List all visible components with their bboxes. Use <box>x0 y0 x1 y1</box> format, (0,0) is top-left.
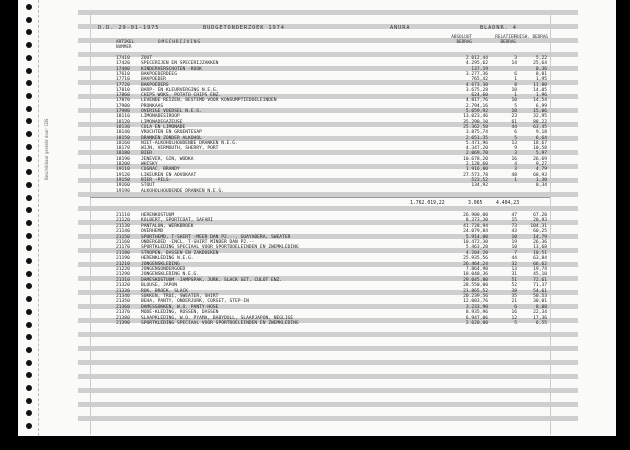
feed-hole <box>26 347 32 353</box>
total-hh: 4.404,23 <box>496 201 520 206</box>
article-description: NIET-ALKOHOLHOUDENDE DRANKEN N.E.G. <box>141 140 238 146</box>
absolute-amount: 5.914,00 <box>465 234 488 240</box>
relative-amount: 14 <box>511 61 517 67</box>
relative-amount: 12 <box>511 315 517 321</box>
feed-hole <box>26 29 32 35</box>
absolute-amount: 5.463,20 <box>465 245 488 251</box>
page-number: BLADNR. 4 <box>480 25 517 31</box>
paper-band <box>78 388 578 393</box>
absolute-amount: 4.817,76 <box>465 98 488 104</box>
article-description: SPORTHEMD, T-SHIRT -MEER DAN P2.--, GUAYABERA, SWEATER <box>141 234 291 240</box>
article-code: 18200 <box>116 162 130 167</box>
household-amount: 20,93 <box>533 218 547 224</box>
household-amount: 68,93 <box>533 172 547 178</box>
article-code: 21390 <box>116 321 130 326</box>
absolute-amount: 25.362,50 <box>463 124 488 130</box>
relative-amount: 8 <box>514 82 517 88</box>
article-code: 21380 <box>116 315 130 321</box>
feed-hole <box>26 423 32 429</box>
feed-hole <box>26 372 32 378</box>
article-description: LIKEUREN EN ADVOKAAT <box>141 172 197 178</box>
printout-page <box>18 0 616 436</box>
absolute-amount: 21.865,52 <box>463 288 488 294</box>
absolute-amount: 20.239,56 <box>463 294 488 299</box>
absolute-amount: 6.947,06 <box>465 315 488 321</box>
article-code: 19160 <box>116 183 130 189</box>
absolute-amount: 24.079,84 <box>463 229 488 235</box>
household-amount: 67,20 <box>533 213 547 218</box>
paper-band <box>78 346 578 351</box>
absolute-amount: 29.045,80 <box>463 277 488 283</box>
relative-amount: 19 <box>511 240 517 245</box>
article-code: 21160 <box>116 240 130 245</box>
household-amount: 17,36 <box>533 315 547 321</box>
household-amount: 14,05 <box>533 87 547 93</box>
article-description: JONGENSONDERGOED <box>141 267 186 272</box>
relative-amount: 5 <box>514 321 517 326</box>
absolute-amount: 134,92 <box>471 183 488 189</box>
household-amount: 10,58 <box>533 146 547 152</box>
relative-amount: 16 <box>511 156 517 162</box>
absolute-amount: 10.472,30 <box>463 240 488 245</box>
household-amount: 6,55 <box>535 321 547 326</box>
article-description: STROPEN, DASSEN EN ZAKDOEKEN <box>141 250 219 256</box>
absolute-amount: 4.295,62 <box>465 61 488 67</box>
article-code: 17860 <box>116 93 130 99</box>
total-rule <box>90 197 550 198</box>
article-description: HERENKOSTUUM <box>141 213 175 218</box>
article-description: SLAAPKLEDING, W.O. PYAMA, BABYDOLL, SLAAPJAPON, NEGLIGE <box>141 315 294 321</box>
household-amount: 63,84 <box>533 256 547 262</box>
relative-amount: 1 <box>514 93 517 99</box>
report-source: ANURA <box>390 25 411 31</box>
household-amount: 22,34 <box>533 310 547 316</box>
absolute-amount: 41.728,94 <box>463 223 488 229</box>
article-description: KOLBERT, SPORTCOAT, SAFARI <box>141 218 213 224</box>
relative-amount: 21 <box>511 299 517 305</box>
absolute-amount: 4.673,30 <box>465 82 488 88</box>
article-code: 17480 <box>116 66 130 72</box>
household-amount: 25,64 <box>533 61 547 67</box>
article-code: 21130 <box>116 223 130 229</box>
household-amount: 6,64 <box>535 135 547 141</box>
feed-hole <box>26 334 32 340</box>
household-amount: 104,31 <box>530 223 547 229</box>
absolute-amount: 26.464,24 <box>463 261 488 267</box>
absolute-amount: 2.620,00 <box>465 321 488 326</box>
household-amount: 8,01 <box>535 71 547 77</box>
article-description: BARP- EN KLEURVERGING N.E.G. <box>141 87 219 93</box>
article-description: STOUT <box>141 183 155 189</box>
relative-amount: 44 <box>511 124 517 130</box>
relative-amount: 6 <box>514 304 517 310</box>
article-code: 18140 <box>116 130 130 136</box>
absolute-amount: 35.290,10 <box>463 119 488 125</box>
household-amount: 10,51 <box>533 250 547 256</box>
article-description: SOKKEN, TRUI, SWEATER, SHIRT <box>141 294 219 299</box>
relative-amount: 3 <box>514 167 517 173</box>
relative-amount: 9 <box>514 146 517 152</box>
article-description: WIJN, VERMOUTH, SHERRY, PORT <box>141 146 219 152</box>
article-description: BAKPOEDER <box>141 77 166 83</box>
household-amount: 6,99 <box>535 103 547 109</box>
article-code: 19150 <box>116 177 130 183</box>
article-description: CHIPS WOKS, POTATO CHIPS ENZ. <box>141 93 222 99</box>
article-code: 21320 <box>116 283 130 289</box>
absolute-amount: 3.675,28 <box>465 87 488 93</box>
household-amount: 26,69 <box>533 156 547 162</box>
article-description: SPECERIJEN EN SPECERIJZAKKEN <box>141 61 219 67</box>
article-code: 21140 <box>116 229 130 235</box>
table-row <box>18 189 616 196</box>
article-code: 21150 <box>116 234 130 240</box>
relative-amount: 4 <box>514 162 517 167</box>
feed-hole <box>26 4 32 10</box>
household-amount: 0,34 <box>535 183 547 189</box>
article-description: JONGENSKLEDING N.E.G. <box>141 272 200 278</box>
article-description: KINDERVERSCHOTEN -ROOK <box>141 66 202 72</box>
absolute-amount: 624,60 <box>471 93 488 99</box>
household-amount: 45,10 <box>533 272 547 278</box>
household-amount: 72,61 <box>533 277 547 283</box>
absolute-amount: 8.935,96 <box>465 310 488 316</box>
feed-hole <box>26 360 32 366</box>
relative-amount: 43 <box>511 229 517 235</box>
household-amount: 60,25 <box>533 229 547 235</box>
relative-amount: 16 <box>511 310 517 316</box>
feed-hole <box>26 385 32 391</box>
household-amount: 0,36 <box>535 66 547 72</box>
article-code: 21370 <box>116 310 130 316</box>
article-code: 18150 <box>116 135 130 141</box>
article-code: 17900 <box>116 103 130 109</box>
relative-amount: 48 <box>511 172 517 178</box>
article-description: BIER -PILS- <box>141 177 172 183</box>
absolute-amount: 523,52 <box>471 177 488 183</box>
article-code: 21170 <box>116 245 130 251</box>
household-amount: 54,61 <box>533 288 547 294</box>
relative-amount: 6 <box>514 71 517 77</box>
article-description: OVERIGE VOEDSEL N.E.G. <box>141 109 202 114</box>
household-amount: 4,79 <box>535 167 547 173</box>
table-row <box>18 321 616 328</box>
absolute-amount: 2.794,16 <box>465 103 488 109</box>
article-description: DAMESSOKKEN, W.O. PANTY-HOSE <box>141 304 219 310</box>
relative-amount: 47 <box>511 213 517 218</box>
article-code: 21340 <box>116 294 130 299</box>
report-title: BUDGETONDERZOEK 1974 <box>203 25 285 31</box>
paper-band <box>78 374 578 379</box>
relative-amount: 73 <box>511 223 517 229</box>
absolute-amount: 5.659,92 <box>465 109 488 114</box>
household-amount: 88,22 <box>533 119 547 125</box>
absolute-amount: 18.040,36 <box>463 272 488 278</box>
article-code: 19120 <box>116 172 130 178</box>
household-amount: 71,37 <box>533 283 547 289</box>
article-code: 17420 <box>116 61 130 67</box>
article-description: ROK, BROEK, SLACK <box>141 288 189 294</box>
article-description: LIMONADEGAZEUSE <box>141 119 183 125</box>
relative-amount: 7 <box>514 250 517 256</box>
article-description: MODE-KLEDING, ROSSEN, DASSEN <box>141 310 219 316</box>
paper-band <box>78 206 578 211</box>
relative-amount: 10 <box>511 87 517 93</box>
article-code: 18190 <box>116 156 130 162</box>
household-amount: 5,22 <box>535 56 547 61</box>
article-description: ALKOHOLHOUDENDE DRANKEN N.E.G. <box>141 188 224 194</box>
household-amount: 9,18 <box>535 130 547 136</box>
relative-amount: 10 <box>511 109 517 114</box>
total-abs: 1.762.019,22 <box>410 201 445 206</box>
feed-hole <box>26 398 32 404</box>
article-code: 21190 <box>116 256 130 262</box>
paper-band <box>78 402 578 407</box>
article-code: 17870 <box>116 98 130 104</box>
article-description: JONGENSKLEDING <box>141 261 180 267</box>
article-code: 21210 <box>116 261 130 267</box>
article-code: 21330 <box>116 288 130 294</box>
absolute-amount: 2.651,35 <box>465 135 488 141</box>
household-amount: 50,53 <box>533 294 547 299</box>
relative-amount: 3 <box>514 56 517 61</box>
relative-amount: 35 <box>511 294 517 299</box>
article-description: COLA EN LIMONADE <box>141 124 186 130</box>
article-code: 21120 <box>116 218 130 224</box>
household-amount: 14,79 <box>533 234 547 240</box>
relative-amount: 3 <box>514 151 517 157</box>
col-header-hh: HUISH. BEDRAG <box>514 35 548 40</box>
col-header-desc: OMSCHRIJVING <box>158 40 202 45</box>
absolute-amount: 3.233,90 <box>465 304 488 310</box>
paper-band <box>78 10 578 15</box>
relative-amount: 15 <box>511 218 517 224</box>
article-code: 21220 <box>116 267 130 272</box>
household-amount: 15,06 <box>533 109 547 114</box>
relative-amount: 51 <box>511 277 517 283</box>
article-description: SPORTKLEDING SPECIAAL VOOR SPORTDOELEINDEN EN ZWEMKLEDING <box>141 245 299 251</box>
article-description: BLOUSE, JAPON <box>141 283 177 289</box>
absolute-amount: 28.550,00 <box>463 283 488 289</box>
relative-amount: 5 <box>514 135 517 141</box>
relative-amount: 5 <box>514 103 517 109</box>
household-amount: 26,36 <box>533 240 547 245</box>
absolute-amount: 7.864,90 <box>465 267 488 272</box>
article-description: BIER <box>141 151 153 157</box>
article-code: 17610 <box>116 71 130 77</box>
relative-amount: 38 <box>511 288 517 294</box>
article-code: 18110 <box>116 114 130 120</box>
article-code: 21180 <box>116 250 130 256</box>
relative-amount: 52 <box>511 283 517 289</box>
household-amount: 1,96 <box>535 93 547 99</box>
article-code: 18120 <box>116 119 130 125</box>
article-description: SPORTKLEDING SPECIAAL VOOR SPORTDOELEINDEN EN ZWEMKLEDING <box>141 321 299 326</box>
absolute-amount: 3.875,74 <box>465 130 488 136</box>
feed-hole <box>26 17 32 23</box>
household-amount: 14,54 <box>533 98 547 104</box>
absolute-amount: 25.935,56 <box>463 256 488 262</box>
article-code: 19110 <box>116 167 130 173</box>
relative-amount: 44 <box>511 256 517 262</box>
household-amount: 13,68 <box>533 245 547 251</box>
article-code: 21310 <box>116 277 130 283</box>
archive-side-note: Beschikbaar gesteld door: CBS <box>44 118 49 180</box>
article-code: 21110 <box>116 213 130 218</box>
household-amount: 11,80 <box>533 82 547 88</box>
article-code: 21350 <box>116 299 130 305</box>
absolute-amount: 4.204,20 <box>465 250 488 256</box>
article-description: VRUCHTEN EN GROENTESAP <box>141 130 202 136</box>
col-header-rel: RELATIEF BEDRAG <box>495 35 516 45</box>
relative-amount: 23 <box>511 114 517 120</box>
relative-amount: 10 <box>511 234 517 240</box>
article-description: JENEVER, GIN, WODKA <box>141 156 194 162</box>
col-header-abs: ABSOLUUT BEDRAG <box>451 35 472 45</box>
article-code: 21290 <box>116 272 130 278</box>
article-code: 18180 <box>116 151 130 157</box>
absolute-amount: 765,42 <box>471 77 488 83</box>
household-amount: 63,45 <box>533 124 547 130</box>
article-code: 17980 <box>116 109 130 114</box>
relative-amount: 1 <box>514 77 517 83</box>
relative-amount: 6 <box>514 130 517 136</box>
article-description: WHISKY <box>141 162 158 167</box>
relative-amount: 1 <box>514 177 517 183</box>
article-code: 17710 <box>116 77 130 83</box>
household-amount: 5,97 <box>535 151 547 157</box>
absolute-amount: 3.277,36 <box>465 71 488 77</box>
absolute-amount: 137,19 <box>471 66 488 72</box>
relative-amount: 13 <box>511 267 517 272</box>
article-description: LIMONADESIROOP <box>141 114 180 120</box>
total-rel: 3.065 <box>468 201 483 206</box>
absolute-amount: 1.916,80 <box>465 167 488 173</box>
article-description: BAKPOEDERS <box>141 82 169 88</box>
household-amount: 18,67 <box>533 140 547 146</box>
relative-amount: 10 <box>511 98 517 104</box>
paper-band <box>78 416 578 421</box>
household-amount: 1,30 <box>535 177 547 183</box>
relative-amount: 61 <box>511 119 517 125</box>
article-description: LEVENDE REIZEN, BESTEMD VOOR KONSUMPTIEDOELEINDEN <box>141 98 277 104</box>
article-code: 18160 <box>116 140 130 146</box>
household-amount: 9,27 <box>535 162 547 167</box>
household-amount: 32,95 <box>533 114 547 120</box>
absolute-amount: 2.128,60 <box>465 162 488 167</box>
absolute-amount: 27.573,78 <box>463 172 488 178</box>
article-description: OVERHEMD <box>141 229 164 235</box>
relative-amount: 13 <box>511 140 517 146</box>
household-amount: 19,74 <box>533 267 547 272</box>
absolute-amount: 12.003,76 <box>463 299 488 305</box>
article-description: DRANKEN ZONDER ALKOHOL <box>141 135 202 141</box>
article-description: PRONKAAS <box>141 103 164 109</box>
article-description: HERENKLEDING N.E.G. <box>141 256 194 262</box>
article-description: BEHA, PANTY, ONDERJURK, CORSET, STEP-IN <box>141 299 249 305</box>
household-amount: 8,08 <box>535 304 547 310</box>
article-code: 17810 <box>116 87 130 93</box>
feed-hole <box>26 42 32 48</box>
relative-amount: 31 <box>511 272 517 278</box>
article-code: 18130 <box>116 124 130 130</box>
absolute-amount: 26.900,00 <box>463 213 488 218</box>
article-code: 19190 <box>116 188 130 194</box>
household-amount: 1,95 <box>535 77 547 83</box>
report-date: D.D. 29-01-1975 <box>98 25 160 31</box>
absolute-amount: 2.069,70 <box>465 151 488 157</box>
col-header-code: ARTIKEL NUMMER <box>116 40 135 50</box>
article-code: 18170 <box>116 146 130 152</box>
article-description: COGNAC, BRANDY <box>141 167 180 173</box>
article-description: ONDERGOED -INCL. T-SHIRT MINDER DAN P2.-- <box>141 240 255 245</box>
relative-amount: 32 <box>511 261 517 267</box>
absolute-amount: 8.373,30 <box>465 218 488 224</box>
absolute-amount: 10.678,20 <box>463 156 488 162</box>
paper-band <box>78 332 578 337</box>
relative-amount: 10 <box>511 245 517 251</box>
household-amount: 66,62 <box>533 261 547 267</box>
article-description: ZOUT <box>141 56 153 61</box>
article-code: 17720 <box>116 82 130 88</box>
household-amount: 30,01 <box>533 299 547 305</box>
absolute-amount: 2.012,44 <box>465 56 488 61</box>
feed-hole <box>26 410 32 416</box>
article-description: DAMESKOSTUUM -JAMPSPAK, JURK, SLACK SET, CULOT ENZ. <box>141 277 283 283</box>
paper-band <box>78 360 578 365</box>
absolute-amount: 13.023,46 <box>463 114 488 120</box>
article-code: 17410 <box>116 56 130 61</box>
absolute-amount: 5.471,96 <box>465 140 488 146</box>
article-description: PANTALON, WERKBROEK <box>141 223 194 229</box>
absolute-amount: 4.347,20 <box>465 146 488 152</box>
article-description: BAKPOEDERDEEG <box>141 71 177 77</box>
article-code: 21360 <box>116 304 130 310</box>
